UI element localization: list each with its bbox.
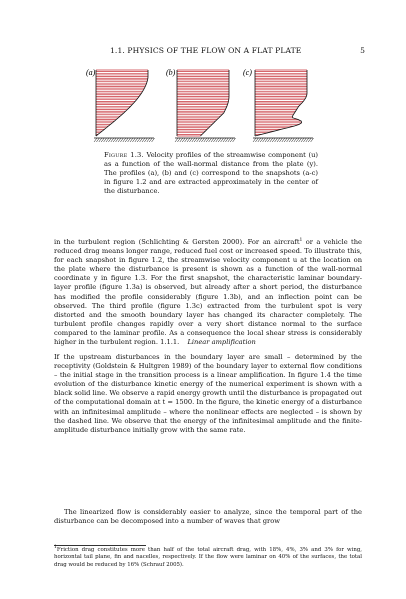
subsection-heading [54,338,362,346]
footnote-text: Friction drag constitutes more than half of the total aircraft drag, with 18%, 4%, 3% and 3% for wing, horizontal tail plane, fin and nacelles, respectively. If the flow were laminar on 40% of the surfaces, the total drag would be reduced by 16% (Schrauf 2005). [54,547,362,568]
panel-label-b: (b) [166,68,176,77]
paragraph-1-start: in the turbulent region (Schlichting & Gersten 2000). For an aircraft [54,238,300,246]
header-page-number: 5 [360,46,365,55]
panel-label-a: (a) [86,68,96,77]
paragraph-1-rest: or a vehicle the reduced drag means longer range, reduced fuel cost or increased speed. To illustrate this, for each snapshot in figure 1.2, the streamwise velocity component u at the location on the plate where the disturbance is present is shown as a function of the wall-normal coordinate y in figure 1.3. For the first snapshot, the characteristic laminar boundary-layer profile (figure 1.3a) is observed, but already after a short period, the disturbance has modified the profile considerably (figure 1.3b), and an inflection point can be observed. The third profile (figure 1.3c) extracted from the turbulent spot is very distorted and the smooth boundary layer has changed its character completely. The turbulent profile changes rapidly over a very short distance normal to the surface compared to the laminar profile. As a consequence the local shear stress is considerably higher in the turbulent region. [54,238,362,347]
paragraph-2-text: If the upstream disturbances in the boundary layer are small – determined by the receptivity (Goldstein & Hultgren 1989) of the boundary layer to external flow conditions – the initial stage in the transition process is a linear amplification. In figure 1.4 the time evolution of the disturbance kinetic energy of the numerical experiment is shown with a black solid line. We observe a rapid energy growth until the disturbance is propagated out of the computational domain at t = 1500. In the figure, the kinetic energy of a disturbance with an infinitesimal amplitude – where the nonlinear effects are neglected – is shown by the dashed line. We observe that the energy of the infinitesimal amplitude and the finite-amplitude disturbance initially grow with the same rate. [54,353,362,434]
footnote-ref: 1 [299,237,303,243]
footnote [54,547,362,569]
velocity-profile-figure [82,66,322,148]
figure-caption [104,151,318,196]
profile-panel-b [175,70,236,142]
running-header [110,46,365,58]
paragraph-2 [54,353,362,435]
paragraph-3 [54,508,362,526]
paragraph-1 [54,238,362,347]
subsection-number: 1.1.1. [160,338,180,346]
panel-label-c: (c) [243,68,252,77]
profile-panel-a [94,70,155,142]
profile-panel-c [253,70,314,142]
header-section-title: 1.1. PHYSICS OF THE FLOW ON A FLAT PLATE [110,46,302,55]
footnote-rule [54,545,146,546]
subsection-title: Linear amplification [187,338,256,346]
caption-figure-number: Figure 1.3. [104,151,144,159]
caption-text: Velocity profiles of the streamwise component (u) as a function of the wall-normal distance from the plate (y). The profiles (a), (b) and (c) correspond to the snapshots (a-c) in figure 1.2 and are extracted approximately in the center of the disturbance. [104,151,318,196]
paragraph-3-text: The linearized flow is considerably easier to analyze, since the temporal part of the disturbance can be decomposed into a number of waves that grow [54,508,362,526]
footnote-mark: 1 [54,545,57,551]
